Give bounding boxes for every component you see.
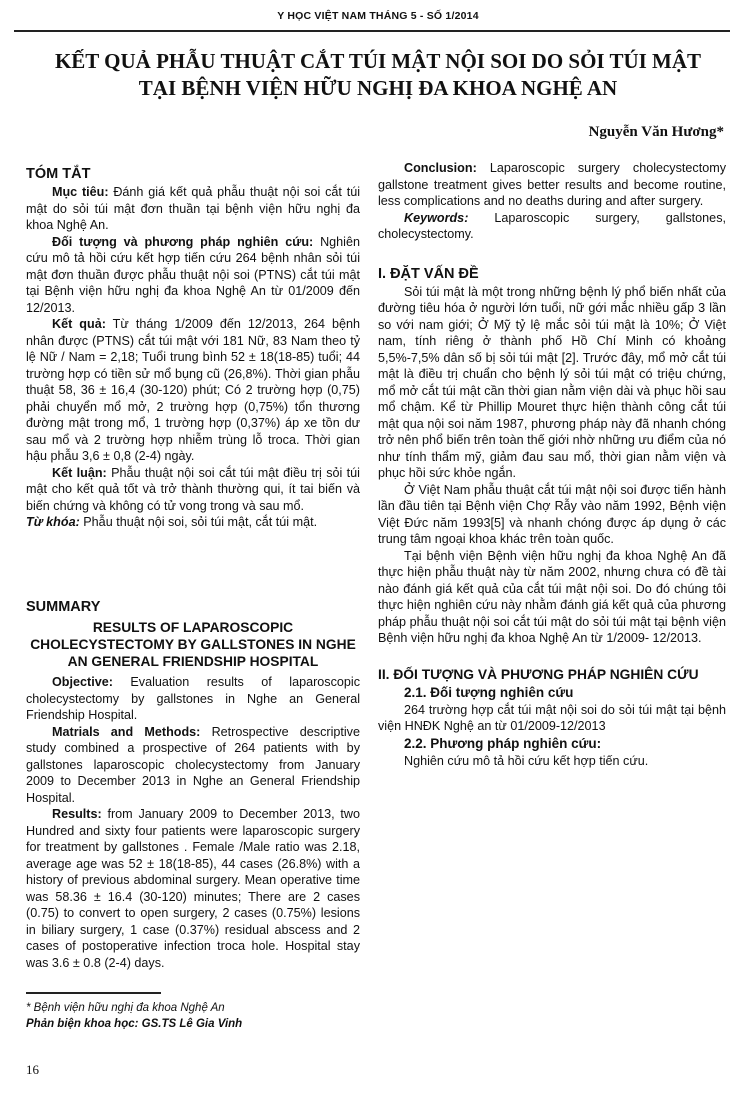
left-column — [26, 165, 360, 531]
summary-keywords — [378, 210, 726, 243]
label: Keywords: — [404, 210, 469, 225]
text: Laparoscopic surgery cholecystectomy gallstone treatment gives better results and become routine, less complications and no deaths during and after surgery. — [378, 161, 726, 208]
section-1-paragraph: Sỏi túi mật là một trong những bệnh lý phổ biến nhất của đường tiêu hóa ở người lớn tuổi, nữ gới mắc nhiều gấp 3 lần so với nam giới; Ở Mỹ tỷ lệ mắc sỏi túi mật là 10%; Ở Việt nam, tính riêng ở thành phố Hồ Chí Minh có khoảng 5,5%-7,5% dân số bị sỏi túi mật [2]. Trước đây, mổ mở cắt túi mật là điều trị chuẩn cho bệnh lý sỏi túi mật có triệu chứng, mổ mở cắt túi mật cần thời gian nằm viện dài và phục hồi sau mổ chậm. Kể từ Phillip Mouret thực hiện thành công cắt túi mật qua nội soi năm 1987, phương pháp này đã nhanh chóng trở nên phổ biến trên toàn thế giới nhờ những ưu điểm của nó như tính thẩm mỹ, giảm đau sau mổ, thời gian nằm viện và phục hồi sức khỏe ngắn. — [378, 284, 726, 480]
footnote-affiliation: * Bệnh viện hữu nghị đa khoa Nghệ An — [26, 1002, 225, 1014]
summary-heading: SUMMARY — [26, 599, 101, 615]
page-number: 16 — [26, 1062, 39, 1077]
text: Từ tháng 1/2009 đến 12/2013, 264 bệnh nhân được (PTNS) cắt túi mật với 181 Nữ, 83 Nam theo tỷ lệ Nữ / Nam = 2,18; Tuổi trung bình 52 ± 18(18-85) tuổi; 44 trường hợp có tiền sử mổ bụng cũ (26,8%). Thời gian phẫu thuật 58, 36 ± 16,4 (30-120) phút; Có 2 trường hợp (0,75) phải chuyển mổ mở, 2 trường hợp (0,75%) tổn thương đường mật trong mổ, 1 trường hợp (0,37%) áp xe tồn dư sau mổ và 2 trường hợp nhiễm trùng lỗ troca. Thời gian hậu phẫu 3,6 ± 0,8 (2-4) ngày. — [26, 317, 360, 463]
text: Evaluation results of laparoscopic cholecystectomy by gallstones in Nghe an General Friendship Hospital. — [26, 675, 360, 722]
label: Đối tượng và phương pháp nghiên cứu: — [52, 234, 314, 249]
header-rule — [14, 30, 730, 32]
summary-block — [26, 598, 360, 971]
section-2-heading: II. ĐỐI TƯỢNG VÀ PHƯƠNG PHÁP NGHIÊN CỨU — [378, 666, 699, 682]
section-2-2-heading: 2.2. Phương pháp nghiên cứu: — [404, 735, 602, 751]
section-2-1-text: 264 trường hợp cắt túi mật nội soi do sỏi túi mật tại bệnh viện HNĐK Nghệ an từ 01/2009-12/2013 — [378, 702, 726, 733]
summary-conclusion — [378, 160, 726, 210]
section-1-paragraph: Tại bệnh viện Bệnh viện hữu nghị đa khoa Nghệ An đã thực hiện phẫu thuật này từ năm 2002, nhưng chưa có đề tài nào đánh giá kết quả của cắt túi mật nội soi. Do đó chúng tôi thực hiện nghiên cứu này nhằm đánh giá kết quả của phương pháp phẫu thuật nội soi cắt túi mật do sỏi túi mật tại bệnh viện Bệnh viện hữu nghị đa khoa Nghệ An từ 1/2009- 12/2013. — [378, 548, 726, 645]
text: Laparoscopic surgery, gallstones, cholecystectomy. — [378, 210, 726, 241]
section-1-heading: I. ĐẶT VẤN ĐỀ — [378, 265, 479, 282]
title-line-2: TẠI BỆNH VIỆN HỮU NGHỊ ĐA KHOA NGHỆ AN — [138, 76, 618, 100]
text: Retrospective descriptive study combined a prospective of 264 patients with by gallstones laparoscopic cholecystectomy from January 2009 to December 2013 in Nghe an General Friendship Hospital. — [26, 724, 360, 805]
tom-tat-heading: TÓM TẮT — [26, 166, 91, 182]
right-column — [378, 160, 726, 769]
article-title — [30, 48, 726, 102]
tom-tat-objective — [26, 184, 360, 234]
footnote — [26, 1000, 242, 1032]
label: Mục tiêu: — [52, 185, 109, 199]
text: Phẫu thuật nội soi cắt túi mật điều trị sỏi túi mật cho kết quả tốt và trở thành thường qui, ít tai biến và biến chứng và không có tử vong trong và sau mổ. — [26, 465, 360, 513]
running-head: Y HỌC VIỆT NAM THÁNG 5 - SỐ 1/2014 — [277, 10, 479, 22]
section-2-1-heading: 2.1. Đối tượng nghiên cứu — [404, 684, 574, 700]
label: Objective: — [52, 675, 113, 689]
section-2-2-text: Nghiên cứu mô tả hồi cứu kết hợp tiến cứu. — [404, 753, 649, 768]
text: from January 2009 to December 2013, two Hundred and sixty four patients were laparoscopic surgery for treatment by gallstones . Female /Male ratio was 2.18, average age was 52 ± 18(18-85), 44 cases (26.8%) with a history of previous abdominal surgery. Mean operative time was 58.36 ± 16.4 (30-120) minutes; There are 2 cases (0.75) to convert to open surgery, 2 cases (0.75%) lesions in biliary surgery, 1 case (0.37%) residual abscess and 2 cases of postoperative infection troca hole. Hospital stay was 3.6 ± 0.8 (2-4) days. — [26, 807, 360, 970]
text: Phẫu thuật nội soi, sỏi túi mật, cắt túi mật. — [79, 515, 318, 529]
text: Đánh giá kết quả phẫu thuật nội soi cắt túi mật do sỏi túi mật đơn thuần tại bệnh viện hữu nghị đa khoa Nghệ An. — [26, 185, 360, 232]
tom-tat-methods — [26, 234, 360, 317]
title-line-1: KẾT QUẢ PHẪU THUẬT CẮT TÚI MẬT NỘI SOI DO SỎI TÚI MẬT — [54, 49, 702, 73]
summary-objective — [26, 674, 360, 724]
summary-results — [26, 806, 360, 971]
tom-tat-keywords — [26, 514, 360, 531]
author: Nguyễn Văn Hương* — [588, 124, 724, 140]
label: Kết luận: — [52, 465, 107, 480]
footnote-rule — [26, 992, 161, 994]
footnote-reviewer: Phản biện khoa học: GS.TS Lê Gia Vinh — [26, 1018, 243, 1030]
tom-tat-conclusion — [26, 465, 360, 515]
summary-methods — [26, 724, 360, 807]
label: Matrials and Methods: — [52, 724, 201, 739]
label: Từ khóa: — [26, 515, 80, 529]
label: Kết quả: — [52, 317, 106, 331]
label: Results: — [52, 807, 102, 821]
summary-title: RESULTS OF LAPAROSCOPIC CHOLECYSTECTOMY BY GALLSTONES IN NGHE AN GENERAL FRIENDSHIP HOSPITAL — [30, 620, 356, 669]
label: Conclusion: — [404, 161, 477, 175]
text: Nghiên cứu mô tả hồi cứu kết hợp tiến cứu 264 bệnh nhân sỏi túi mật đơn thuần được phẫu thuật nội soi (PTNS) cắt túi mật tại Bệnh viện hữu nghị đa khoa Nghệ An từ 01/2009 đến 12/2013. — [26, 234, 360, 315]
section-1-paragraph: Ở Việt Nam phẫu thuật cắt túi mật nội soi được tiến hành lần đầu tiên tại Bệnh viện Chợ Rẫy vào năm 1992, Bệnh viện Việt Đức năm 1993[5] và nhanh chóng được áp dụng ở các trung tâm ngoại khoa khác trên toàn quốc. — [378, 482, 726, 546]
tom-tat-results — [26, 316, 360, 465]
